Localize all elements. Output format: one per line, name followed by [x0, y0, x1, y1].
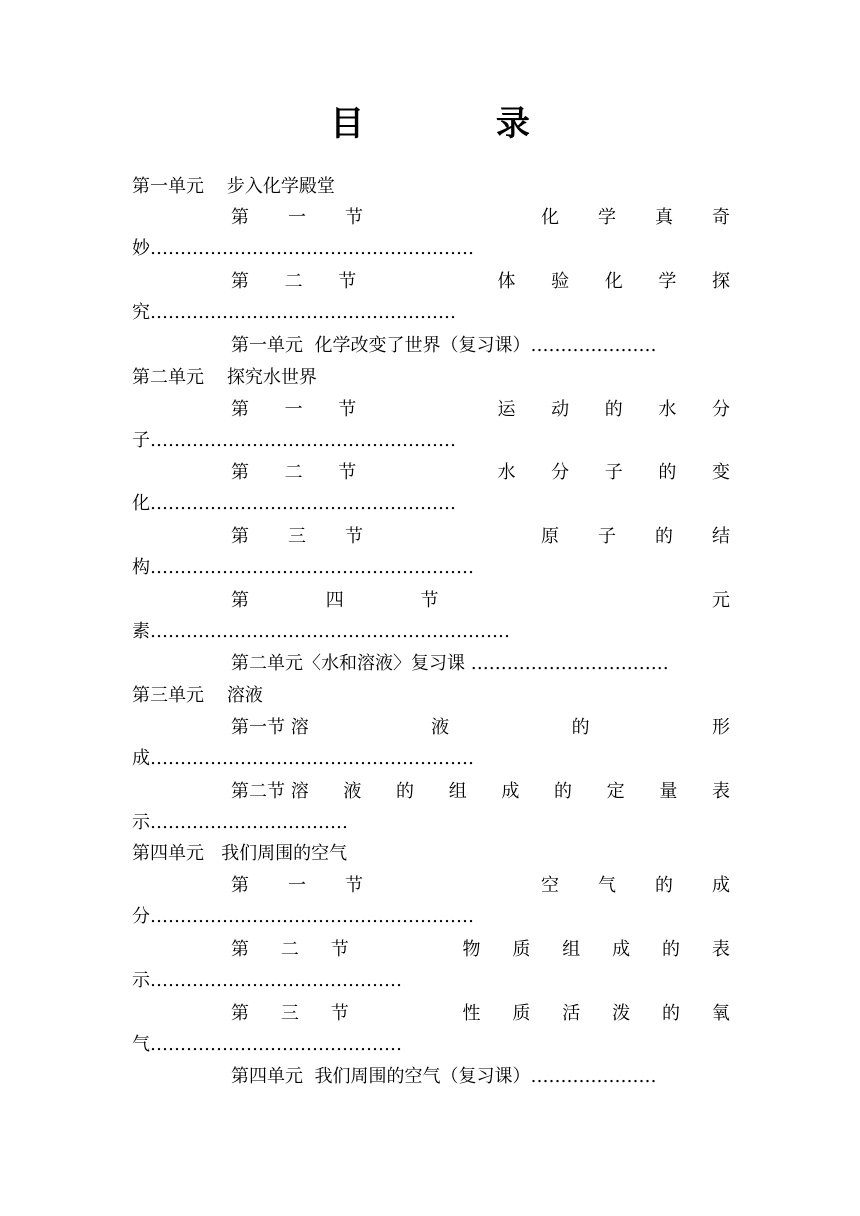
review-entry[interactable]: 第二单元〈水和溶液〉复习课 …………………………… [231, 653, 669, 674]
toc-entry[interactable]: 第 三 节 性 质 活 泼 的 氧 [231, 1003, 730, 1024]
toc-entry-continuation: 成……………………………………………… [132, 748, 474, 769]
toc-entry[interactable]: 第 四 节 元 [231, 590, 730, 611]
toc-entry-continuation: 妙……………………………………………… [132, 238, 474, 259]
toc-entry-continuation: 子…………………………………………… [132, 430, 456, 451]
toc-entry-continuation: 分……………………………………………… [132, 906, 474, 927]
toc-entry[interactable]: 第 二 节 体 验 化 学 探 [231, 271, 730, 292]
unit-heading: 第二单元 探究水世界 [132, 367, 317, 388]
toc-entry[interactable]: 第一节 溶 液 的 形 [231, 717, 730, 738]
toc-entry-continuation: 构……………………………………………… [132, 557, 474, 578]
toc-entry-continuation: 气…………………………………… [132, 1034, 402, 1055]
toc-entry[interactable]: 第二节 溶 液 的 组 成 的 定 量 表 [231, 781, 730, 802]
toc-entry-continuation: 究…………………………………………… [132, 302, 456, 323]
toc-entry-continuation: 化…………………………………………… [132, 493, 456, 514]
toc-entry-continuation: 素…………………………………………………… [132, 621, 510, 642]
toc-entry[interactable]: 第 二 节 水 分 子 的 变 [231, 462, 730, 483]
toc-entry[interactable]: 第 二 节 物 质 组 成 的 表 [231, 939, 730, 960]
unit-heading: 第三单元 溶液 [132, 685, 263, 706]
review-entry[interactable]: 第一单元 化学改变了世界（复习课）………………… [231, 335, 657, 356]
page-title: 目 录 [330, 104, 590, 144]
review-entry[interactable]: 第四单元 我们周围的空气（复习课）………………… [231, 1066, 657, 1087]
toc-entry[interactable]: 第 三 节 原 子 的 结 [231, 526, 730, 547]
unit-heading: 第四单元 我们周围的空气 [132, 843, 348, 864]
toc-entry[interactable]: 第 一 节 化 学 真 奇 [231, 207, 730, 228]
toc-entry-continuation: 示…………………………… [132, 812, 348, 833]
toc-entry[interactable]: 第 一 节 运 动 的 水 分 [231, 399, 730, 420]
toc-entry-continuation: 示…………………………………… [132, 970, 402, 991]
toc-entry[interactable]: 第 一 节 空 气 的 成 [231, 875, 730, 896]
unit-heading: 第一单元 步入化学殿堂 [132, 176, 335, 197]
